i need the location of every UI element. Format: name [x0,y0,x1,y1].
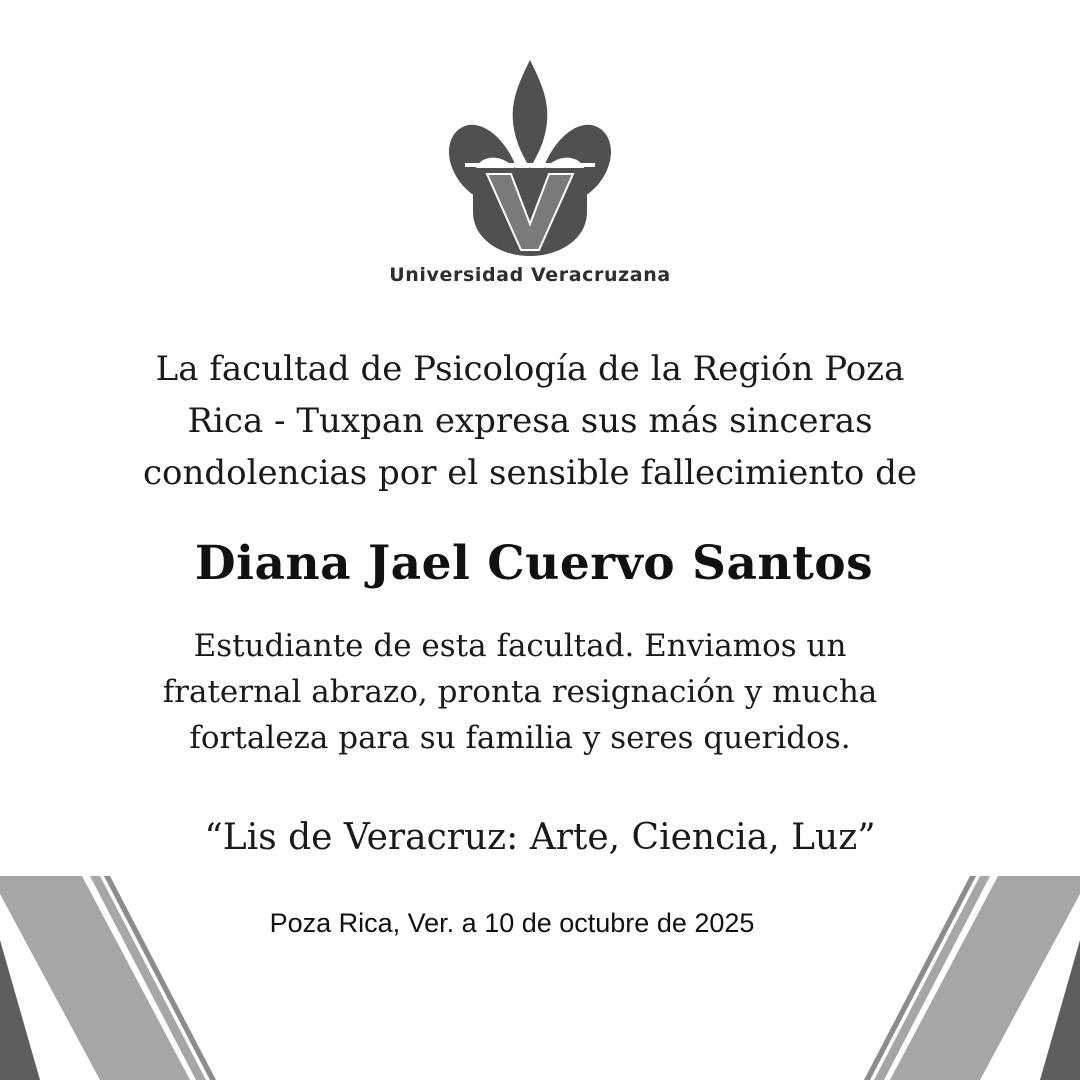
message-paragraph [60,623,980,761]
intro-line: Rica - Tuxpan expresa sus más sinceras [187,401,873,441]
decorative-ribbon-right [840,860,1080,1080]
message-line: fraternal abrazo, pronta resignación y mucha [162,674,878,710]
intro-line: condolencias por el sensible fallecimiento de [142,453,918,493]
university-name-logotype: Universidad Veracruzana [389,264,671,286]
message-line: Estudiante de esta facultad. Enviamos un [193,628,847,664]
university-motto: “Lis de Veracruz: Arte, Ciencia, Luz” [204,817,876,858]
decorative-ribbon-left [0,860,240,1080]
intro-paragraph [60,343,1000,499]
deceased-name: Diana Jael Cuervo Santos [194,536,874,591]
intro-line: La facultad de Psicología de la Región Poza [155,349,905,389]
university-emblem-icon [445,56,615,262]
place-and-date: Poza Rica, Ver. a 10 de octubre de 2025 [269,908,755,938]
message-line: fortaleza para su familia y seres queridos. [189,720,851,756]
